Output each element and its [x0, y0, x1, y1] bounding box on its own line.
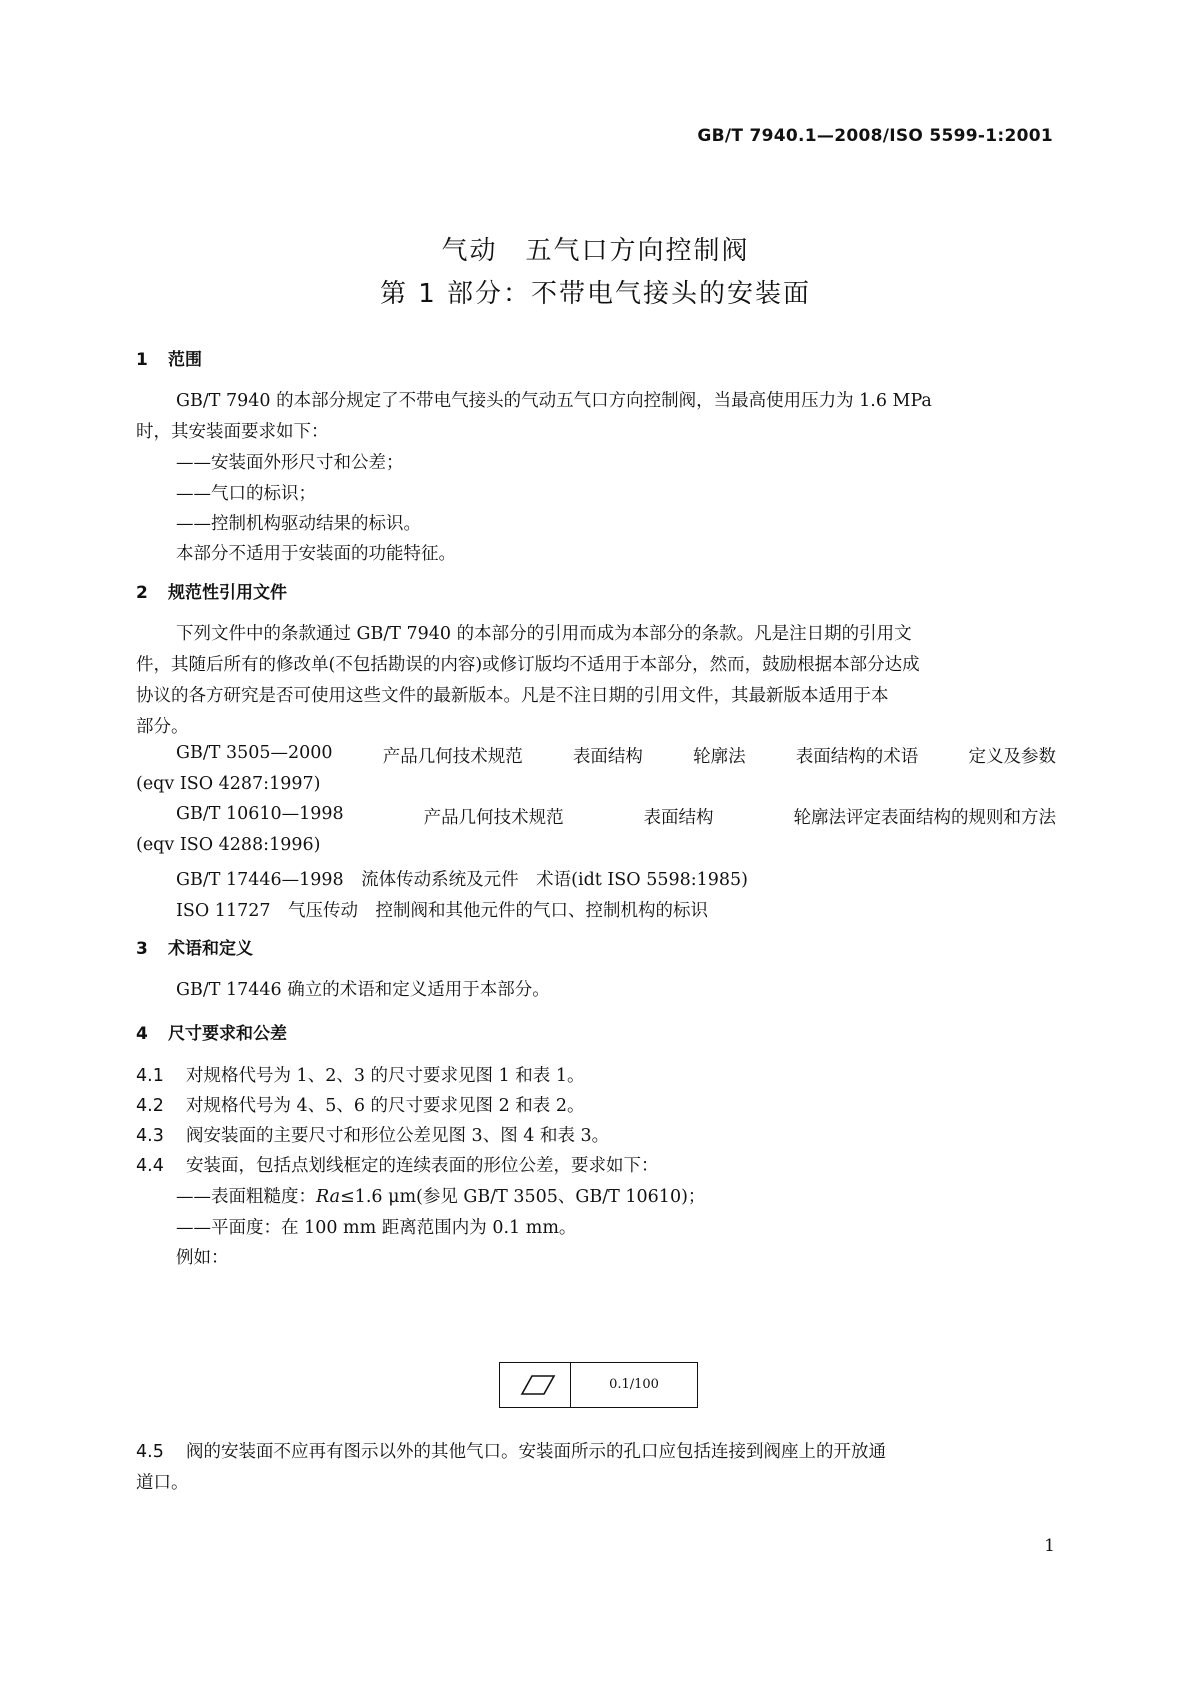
reference-part: 轮廓法	[693, 747, 746, 767]
reference-part: 轮廓法评定表面结构的规则和方法	[793, 808, 1056, 828]
reference-entry	[176, 804, 1056, 829]
clause-number: 4.4	[136, 1156, 164, 1176]
clause-4-2	[136, 1092, 584, 1117]
list-item	[176, 1183, 705, 1208]
list-item-text: ——表面粗糙度：	[176, 1187, 316, 1207]
clause-4-1	[136, 1062, 584, 1087]
clause-number: 4.1	[136, 1066, 164, 1086]
page-number: 1	[1044, 1536, 1055, 1556]
document-title-line2: 第 1 部分：不带电气接头的安装面	[379, 279, 812, 309]
section-number: 4	[136, 1024, 148, 1044]
paragraph: 部分。	[136, 717, 189, 737]
section-4-heading	[136, 1019, 287, 1044]
reference-part: 表面结构	[572, 747, 643, 767]
section-number: 2	[136, 583, 148, 603]
clause-number: 4.2	[136, 1096, 164, 1116]
reference-continuation: (eqv ISO 4287:1997)	[136, 774, 321, 794]
list-item-text: ≤1.6 μm(参见 GB/T 3505、GB/T 10610)；	[340, 1187, 706, 1207]
reference-entry	[176, 743, 1056, 768]
paragraph: GB/T 7940 的本部分规定了不带电气接头的气动五气口方向控制阀，当最高使用压力为 1.6 MPa	[176, 391, 932, 411]
list-item: ——控制机构驱动结果的标识。	[176, 514, 421, 534]
example-label: 例如：	[176, 1248, 229, 1268]
reference-continuation: (eqv ISO 4288:1996)	[136, 835, 321, 855]
reference-part: 定义及参数	[968, 747, 1056, 767]
clause-text: 对规格代号为 4、5、6 的尺寸要求见图 2 和表 2。	[186, 1096, 585, 1116]
paragraph: GB/T 17446 确立的术语和定义适用于本部分。	[176, 980, 550, 1000]
standard-number: GB/T 7940.1—2008/ISO 5599-1:2001	[697, 126, 1053, 146]
document-title-line1: 气动 五气口方向控制阀	[441, 236, 750, 266]
section-title: 规范性引用文件	[168, 583, 287, 603]
reference-entry: ISO 11727 气压传动 控制阀和其他元件的气口、控制机构的标识	[176, 901, 708, 921]
section-2-heading	[136, 578, 287, 603]
clause-4-4	[136, 1152, 659, 1177]
tolerance-frame	[499, 1362, 698, 1408]
clause-text: 阀的安装面不应再有图示以外的其他气口。安装面所示的孔口应包括连接到阀座上的开放通	[186, 1442, 886, 1462]
clause-number: 4.5	[136, 1442, 164, 1462]
clause-text: 阀安装面的主要尺寸和形位公差见图 3、图 4 和表 3。	[186, 1126, 610, 1146]
clause-4-3	[136, 1122, 609, 1147]
reference-part: 表面结构的术语	[795, 747, 919, 767]
tolerance-value: 0.1/100	[609, 1377, 659, 1392]
flatness-icon	[500, 1363, 571, 1407]
roughness-symbol: Ra	[316, 1187, 341, 1207]
reference-entry: GB/T 17446—1998 流体传动系统及元件 术语(idt ISO 5598:1985)	[176, 870, 749, 890]
section-number: 3	[136, 939, 148, 959]
paragraph: 时，其安装面要求如下：	[136, 422, 329, 442]
section-number: 1	[136, 350, 148, 370]
clause-continuation: 道口。	[136, 1473, 189, 1493]
clause-number: 4.3	[136, 1126, 164, 1146]
clause-text: 对规格代号为 1、2、3 的尺寸要求见图 1 和表 1。	[186, 1066, 585, 1086]
reference-part: GB/T 3505—2000	[176, 743, 333, 763]
paragraph: 下列文件中的条款通过 GB/T 7940 的本部分的引用而成为本部分的条款。凡是注日期的引用文	[176, 624, 912, 644]
reference-part: 产品几何技术规范	[423, 808, 564, 828]
clause-4-5	[136, 1438, 886, 1463]
paragraph: 件，其随后所有的修改单(不包括勘误的内容)或修订版均不适用于本部分，然而，鼓励根据本部分达成	[136, 655, 920, 675]
paragraph: 协议的各方研究是否可使用这些文件的最新版本。凡是不注日期的引用文件，其最新版本适用于本	[136, 686, 889, 706]
section-title: 尺寸要求和公差	[168, 1024, 287, 1044]
reference-part: 产品几何技术规范	[382, 747, 523, 767]
section-1-heading	[136, 345, 202, 370]
list-item: ——平面度：在 100 mm 距离范围内为 0.1 mm。	[176, 1218, 577, 1238]
clause-text: 安装面，包括点划线框定的连续表面的形位公差，要求如下：	[186, 1156, 659, 1176]
section-title: 术语和定义	[168, 939, 253, 959]
list-item: ——气口的标识；	[176, 484, 316, 504]
reference-part: 表面结构	[643, 808, 714, 828]
section-title: 范围	[168, 350, 202, 370]
section-3-heading	[136, 934, 253, 959]
reference-part: GB/T 10610—1998	[176, 804, 344, 824]
paragraph: 本部分不适用于安装面的功能特征。	[176, 544, 456, 564]
list-item: ——安装面外形尺寸和公差；	[176, 453, 404, 473]
